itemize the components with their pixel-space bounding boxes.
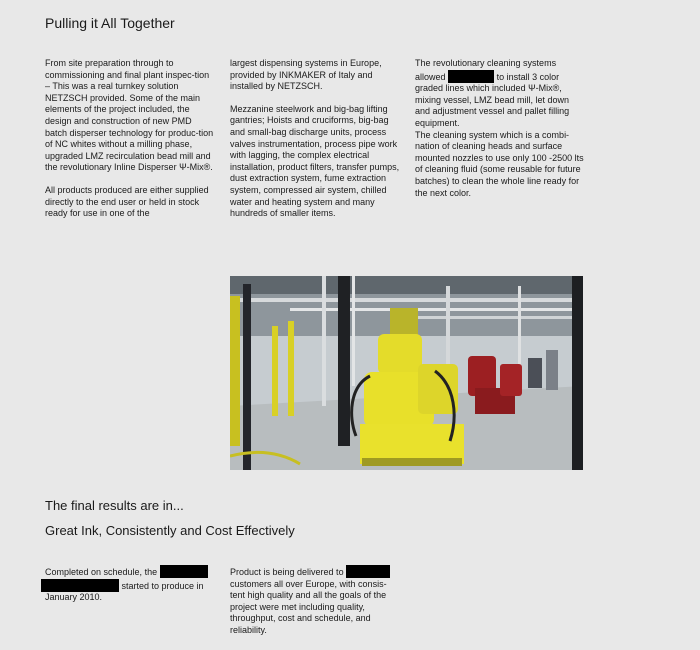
col3-paragraph-2: The cleaning system which is a combi-nation of cleaning heads and surface mounted nozzles to use only 100 -2500 lts of cleaning fluid (some reusable for future batches) to clean the whole line ready for the next color.	[415, 129, 584, 198]
results-heading: The final results are in...	[45, 498, 184, 513]
text-column-1	[45, 58, 215, 220]
text-column-3	[415, 58, 585, 199]
redaction-block	[448, 70, 494, 83]
col1-paragraph-1: From site preparation through to commissioning and final plant inspec-tion – This was a real turnkey solution NETZSCH provided. Some of the main elements of the project included, the design and construction of new PMD batch disperser technology for produc-tion of NC whites without a milling phase, upgraded LMZ recirculation bead mill and the revolutionary Inline Disperser Ψ-Mix®.	[45, 58, 214, 173]
bottom1-start: Completed on schedule, the	[45, 567, 158, 577]
plant-photo	[230, 276, 583, 470]
redaction-block	[41, 579, 119, 592]
col2-paragraph-2: Mezzanine steelwork and big-bag lifting gantries; Hoists and cruciforms, big-bag and small-bag discharge units, process valves instrumentation, process pipe work with lagging, the complex electrical installation, product filters, transfer pumps, dust extraction system, fume extraction system, compressed air system, chilled water and heating system and many hundreds of smaller items.	[230, 103, 400, 219]
redaction-block	[346, 565, 390, 578]
col3-p1-start: The revolutionary cleaning systems allowed	[415, 58, 557, 82]
col3-p1-end: to install 3 color graded lines which included Ψ-Mix®, mixing vessel, LMZ bead mill, let down and adjustment vessel and pallet filling equipment.	[415, 71, 570, 128]
col1-paragraph-2: All products produced are either supplied directly to the end user or held in stock ready for use in one of the	[45, 184, 209, 219]
redaction-block	[160, 565, 208, 578]
bottom-column-2	[230, 565, 400, 637]
bottom2-start: Product is being delivered to	[230, 567, 344, 577]
col2-paragraph-1: largest dispensing systems in Europe, provided by INKMAKER of Italy and installed by NETZSCH.	[230, 58, 382, 92]
bottom-column-1	[45, 565, 220, 604]
col3-paragraph-1	[415, 58, 585, 130]
bottom2-paragraph	[230, 565, 400, 637]
plant-photo-illustration	[230, 276, 583, 470]
section-heading: Pulling it All Together	[45, 15, 175, 31]
bottom1-paragraph	[45, 565, 220, 604]
subheading: Great Ink, Consistently and Cost Effectively	[45, 523, 295, 538]
bottom2-end: customers all over Europe, with consis-tent high quality and all the goals of the project were met including quality, throughput, cost and schedule, and reliability.	[230, 578, 387, 635]
text-column-2	[230, 58, 400, 220]
bottom1-end: started to produce in January 2010.	[45, 580, 204, 603]
